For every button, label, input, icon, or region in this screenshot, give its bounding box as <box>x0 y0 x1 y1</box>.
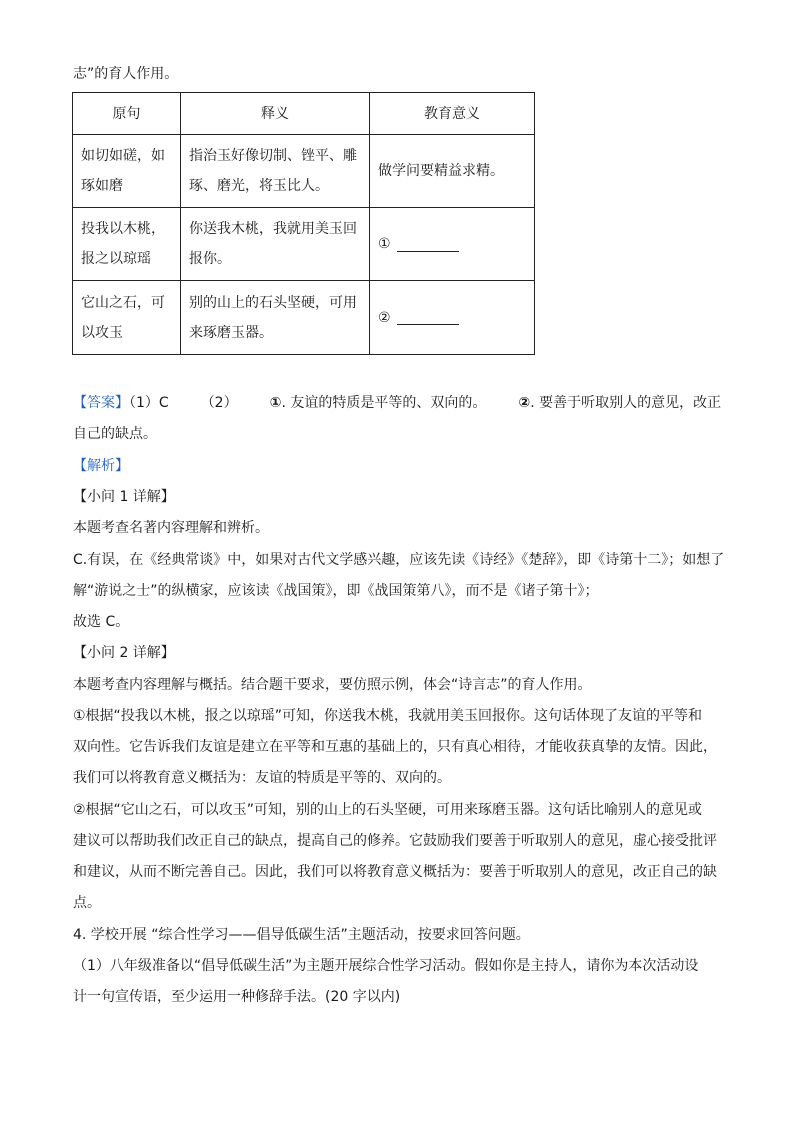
q2-line: 和建议，从而不断完善自己。因此，我们可以将教育意义概括为：要善于听取别人的意见，改正自己的缺 <box>73 864 717 880</box>
answer-item2-text: . 要善于听取别人的意见，改正 <box>530 395 722 411</box>
q2-line: 我们可以将教育意义概括为：友谊的特质是平等的、双向的。 <box>73 770 451 786</box>
header-original: 原句 <box>73 93 181 135</box>
answer-blank <box>397 237 459 252</box>
answer-item1-text: . 友谊的特质是平等的、双向的。 <box>281 395 487 411</box>
cell-original: 如切如磋，如 琢如磨 <box>73 135 181 208</box>
poem-table <box>72 92 535 355</box>
header-significance: 教育意义 <box>370 93 535 135</box>
question-4-line: （1）八年级准备以“倡导低碳生活”为主题开展综合性学习活动。假如你是主持人，请你为本次活动设 <box>73 958 699 974</box>
answer-line <box>73 393 721 413</box>
q1-line: 故选 C。 <box>73 614 130 630</box>
table-row <box>73 135 535 208</box>
cell-significance: 做学问要精益求精。 <box>370 135 535 208</box>
cell-original: 它山之石，可 以攻玉 <box>73 281 181 355</box>
table-row <box>73 208 535 281</box>
question-4-title: 4. 学校开展 “综合性学习——倡导低碳生活”主题活动，按要求回答问题。 <box>73 927 530 943</box>
q2-line: 点。 <box>73 895 101 911</box>
cell-meaning: 你送我木桃，我就用美玉回 报你。 <box>181 208 370 281</box>
q2-heading: 【小问 2 详解】 <box>73 645 175 661</box>
q2-line: ②根据“它山之石，可以攻玉”可知，别的山上的石头坚硬，可用来琢磨玉器。这句话比喻别人的意见或 <box>73 802 703 818</box>
answer-part1: （1）C <box>129 395 169 411</box>
q2-line: ①根据“投我以木桃，报之以琼瑶”可知，你送我木桃，我就用美玉回报你。这句话体现了友谊的平等和 <box>73 708 703 724</box>
cell-meaning: 别的山上的石头坚硬，可用 来琢磨玉器。 <box>181 281 370 355</box>
q1-line: 解“游说之士”的纵横家，应该读《战国策》，即《战国策第八》，而不是《诸子第十》； <box>73 583 599 599</box>
q1-line: 本题考查名著内容理解和辨析。 <box>73 520 269 536</box>
cell-significance: ① <box>370 208 535 281</box>
cell-meaning: 指治玉好像切制、锉平、雕 琢、磨光，将玉比人。 <box>181 135 370 208</box>
answer-item2-mark: ② <box>518 395 531 411</box>
q1-heading: 【小问 1 详解】 <box>73 489 175 505</box>
table-header-row <box>73 93 535 135</box>
answer-item1-mark: ① <box>269 395 282 411</box>
table-row <box>73 281 535 355</box>
answer-blank <box>397 310 459 325</box>
q2-line: 双向性。它告诉我们友谊是建立在平等和互惠的基础上的，只有真心相待，才能收获真挚的友情。因此， <box>73 739 717 755</box>
analysis-label: 【解析】 <box>73 458 129 474</box>
question-4-line: 计一句宣传语，至少运用一种修辞手法。(20 字以内) <box>73 989 401 1005</box>
cell-significance: ② <box>370 281 535 355</box>
top-fragment: 志”的育人作用。 <box>73 66 179 82</box>
cell-original: 投我以木桃， 报之以琼瑶 <box>73 208 181 281</box>
answer-part2-num: （2） <box>200 395 238 411</box>
answer-label: 【答案】 <box>73 395 129 411</box>
answer-continuation: 自己的缺点。 <box>73 426 157 442</box>
q1-line: C.有误，在《经典常谈》中，如果对古代文学感兴趣，应该先读《诗经》《楚辞》，即《诗第十二》；如想了 <box>73 552 725 568</box>
header-meaning: 释义 <box>181 93 370 135</box>
q2-line: 本题考查内容理解与概括。结合题干要求，要仿照示例，体会“诗言志”的育人作用。 <box>73 677 592 693</box>
q2-line: 建议可以帮助我们改正自己的缺点，提高自己的修养。它鼓励我们要善于听取别人的意见，虚心接受批评 <box>73 833 717 849</box>
